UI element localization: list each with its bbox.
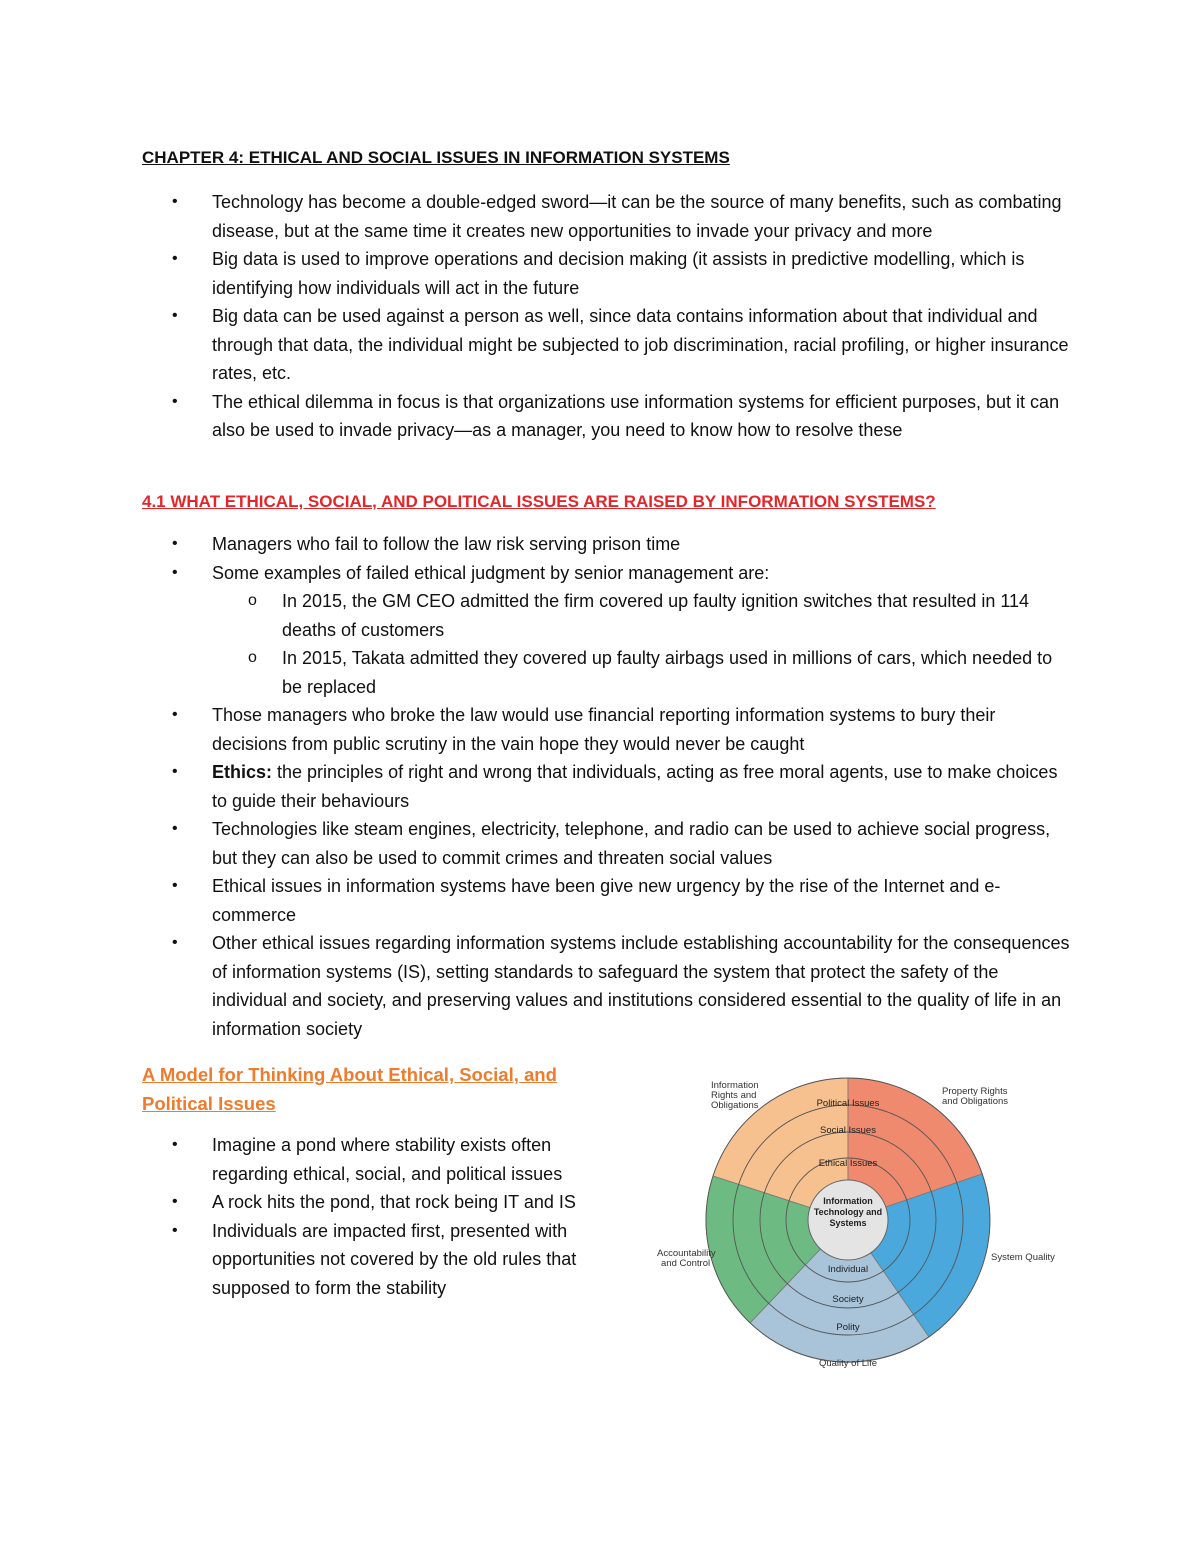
sub-bullet-icon: o xyxy=(248,649,257,666)
list-item xyxy=(0,701,1200,758)
ethics-term: Ethics: xyxy=(212,762,273,782)
ethics-definition: the principles of right and wrong that individuals, acting as free moral agents, use to make choices to guide their behaviours xyxy=(212,762,1058,811)
bullet-icon: • xyxy=(172,1221,178,1239)
list-item-text: In 2015, Takata admitted they covered up faulty airbags used in millions of cars, which needed to be replaced xyxy=(282,648,1053,697)
list-item-text: Imagine a pond where stability exists often regarding ethical, social, and political issues xyxy=(212,1135,563,1184)
list-item-text: Big data can be used against a person as well, since data contains information about that individual and through that data, the individual might be subjected to job discrimination, racial profiling, or higher insurance rates, etc. xyxy=(212,306,1069,383)
intro-bullet-list xyxy=(0,188,1200,445)
list-item xyxy=(0,245,1200,302)
list-item xyxy=(0,302,1200,388)
bullet-icon: • xyxy=(172,877,178,894)
list-item-text: Some examples of failed ethical judgment by senior management are: xyxy=(212,562,770,583)
sub-list-item xyxy=(0,587,1200,644)
model-heading xyxy=(142,1060,612,1118)
bullet-icon: • xyxy=(172,820,178,837)
list-item xyxy=(0,872,1200,929)
label-information-rights-1: Information xyxy=(711,1080,759,1091)
bullet-icon: • xyxy=(172,392,178,410)
model-heading-line1: A Model for Thinking About Ethical, Social, and xyxy=(142,1064,557,1085)
label-property-rights-1: Property Rights xyxy=(942,1086,1008,1097)
bullet-icon: • xyxy=(172,1193,178,1210)
section-bullet-list xyxy=(0,530,1200,1043)
list-item-text: Other ethical issues regarding information systems include establishing accountability for the consequences of information systems (IS), setting standards to safeguard the system that protect the safety of the individual and society, and preserving values and institutions considered essential to the quality of life in an information society xyxy=(212,933,1070,1039)
list-item-text: Managers who fail to follow the law risk serving prison time xyxy=(212,534,681,554)
list-item-text xyxy=(212,758,1072,815)
ring-label-political: Political Issues xyxy=(816,1098,880,1109)
bullet-icon: • xyxy=(172,307,178,324)
ring-label-ethical: Ethical Issues xyxy=(818,1158,878,1169)
bullet-icon: • xyxy=(172,250,178,267)
label-accountability-1: Accountability xyxy=(657,1248,716,1259)
list-item xyxy=(0,758,1200,815)
label-property-rights-2: and Obligations xyxy=(942,1096,1009,1107)
list-item-text: A rock hits the pond, that rock being IT and IS xyxy=(212,1192,576,1212)
list-item-text: Ethical issues in information systems have been give new urgency by the rise of the Internet and e-commerce xyxy=(212,876,1001,925)
list-item-text: In 2015, the GM CEO admitted the firm covered up faulty ignition switches that resulted in 114 deaths of customers xyxy=(282,591,1030,640)
list-item xyxy=(0,559,1200,588)
sub-bullet-icon: o xyxy=(248,592,257,609)
section-heading: 4.1 WHAT ETHICAL, SOCIAL, AND POLITICAL ISSUES ARE RAISED BY INFORMATION SYSTEMS? xyxy=(142,492,936,511)
center-label-line3: Systems xyxy=(829,1218,867,1228)
list-item-text: Individuals are impacted first, presented with opportunities not covered by the old rules that supposed to form the stability xyxy=(212,1220,577,1298)
center-label-line2: Technology and xyxy=(813,1207,883,1217)
ring-label-individual: Individual xyxy=(827,1264,869,1275)
list-item-text: Technology has become a double-edged sword—it can be the source of many benefits, such as combating disease, but at the same time it creates new opportunities to invade your privacy and more xyxy=(212,192,1062,241)
ring-label-polity: Polity xyxy=(836,1322,860,1333)
center-label-line1: Information xyxy=(823,1196,873,1206)
list-item xyxy=(0,815,1200,872)
list-item xyxy=(0,530,1200,559)
label-quality-of-life: Quality of Life xyxy=(818,1358,878,1369)
label-system-quality: System Quality xyxy=(991,1252,1055,1263)
bullet-icon: • xyxy=(172,706,178,723)
sub-list-item xyxy=(0,644,1200,701)
bullet-icon: • xyxy=(172,934,178,951)
list-item xyxy=(0,188,1200,245)
list-item xyxy=(0,388,1200,445)
list-item-text: Technologies like steam engines, electricity, telephone, and radio can be used to achieve social progress, but they can also be used to commit crimes and threaten social values xyxy=(212,819,1051,868)
ring-label-society: Society xyxy=(832,1294,864,1305)
bullet-icon: • xyxy=(172,1136,178,1153)
list-item-text: Those managers who broke the law would use financial reporting information systems to bury their decisions from public scrutiny in the vain hope they would never be caught xyxy=(212,705,996,754)
list-item-text: Big data is used to improve operations and decision making (it assists in predictive modelling, which is identifying how individuals will act in the future xyxy=(212,249,1025,298)
label-accountability-2: and Control xyxy=(661,1258,711,1269)
list-item-text: The ethical dilemma in focus is that organizations use information systems for efficient purposes, but it can also be used to invade privacy—as a manager, you need to know how to resolve these xyxy=(212,391,1060,440)
bullet-icon: • xyxy=(172,563,178,581)
bullet-icon: • xyxy=(172,193,178,210)
ethical-model-diagram xyxy=(645,1068,1065,1373)
bullet-icon: • xyxy=(172,763,178,780)
model-heading-line2: Political Issues xyxy=(142,1093,276,1114)
bullet-icon: • xyxy=(172,535,178,552)
ring-label-social: Social Issues xyxy=(820,1125,876,1136)
list-item xyxy=(0,929,1200,1043)
label-information-rights-3: Obligations xyxy=(711,1100,759,1111)
label-information-rights-2: Rights and xyxy=(711,1090,757,1101)
chapter-heading: CHAPTER 4: ETHICAL AND SOCIAL ISSUES IN INFORMATION SYSTEMS xyxy=(142,148,730,167)
